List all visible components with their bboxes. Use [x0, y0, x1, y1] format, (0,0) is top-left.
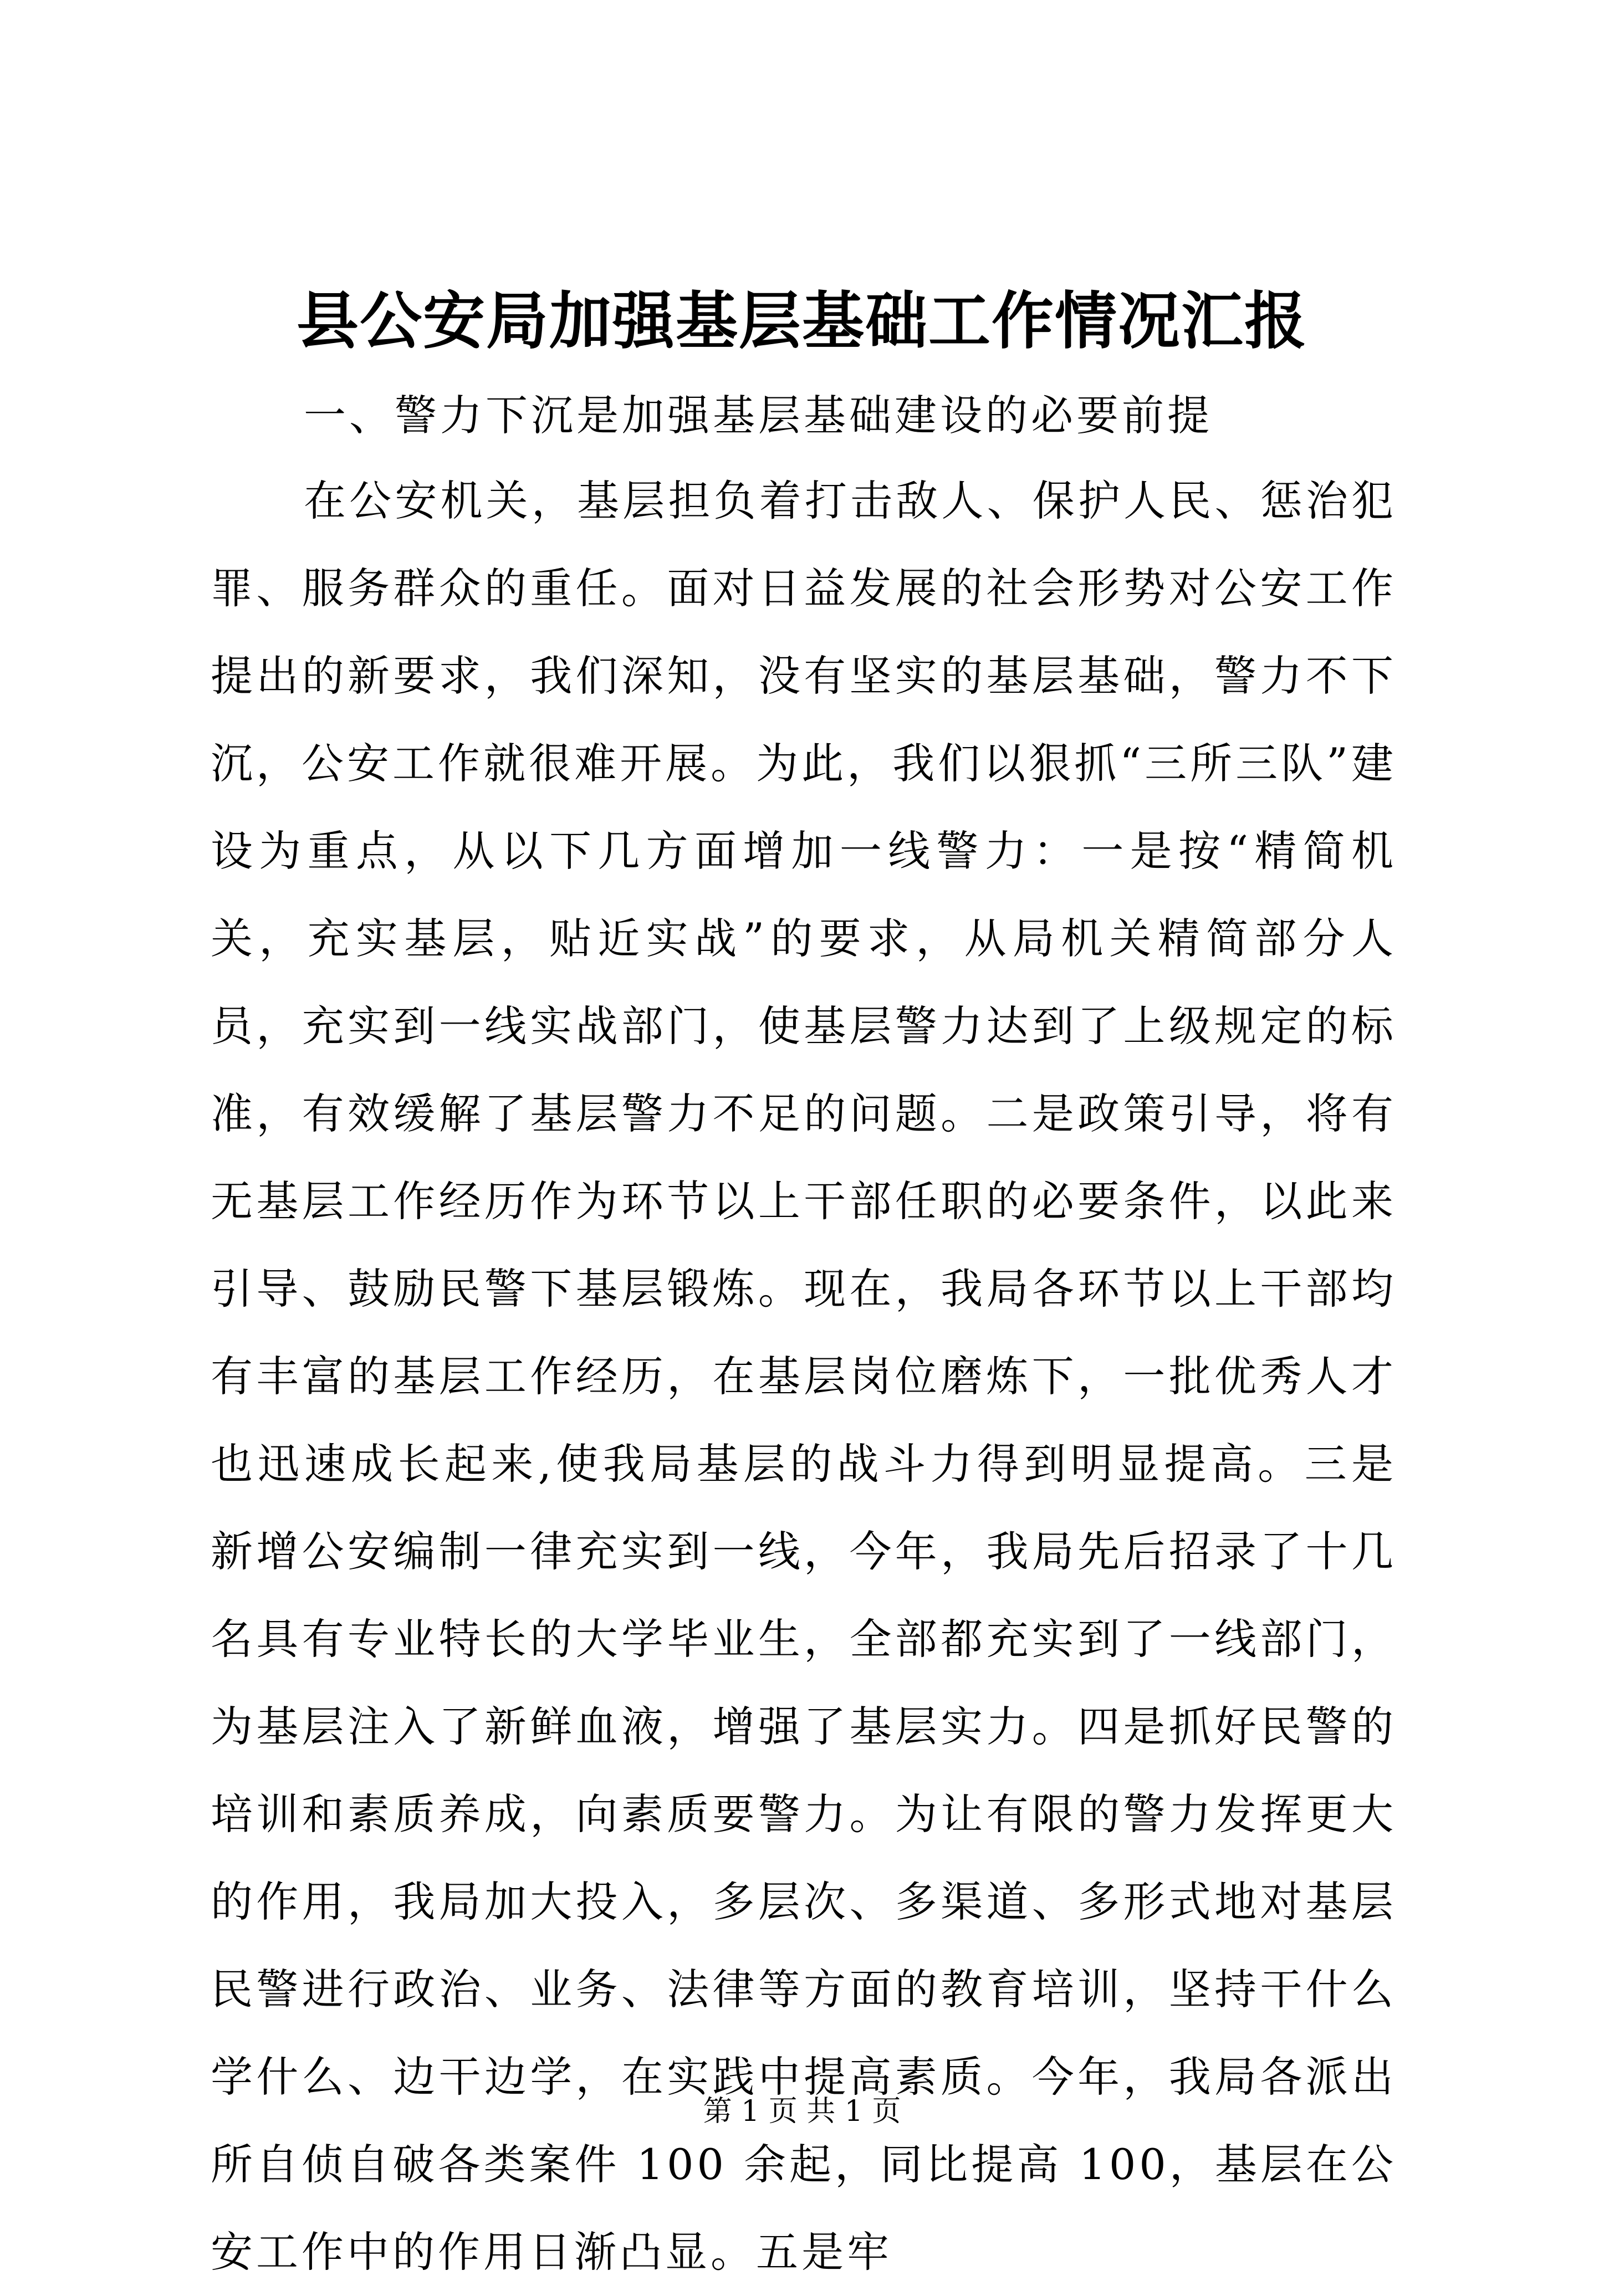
body-paragraph: 在公安机关，基层担负着打击敌人、保护人民、惩治犯罪、服务群众的重任。面对日益发展的社会形势对公安工作提出的新要求，我们深知，没有坚实的基层基础，警力不下沉，公安工作就很难开展。为此，我们以狠抓“三所三队”建设为重点，从以下几方面增加一线警力：一是按“精简机关，充实基层，贴近实战”的要求，从局机关精简部分人员，充实到一线实战部门，使基层警力达到了上级规定的标准，有效缓解了基层警力不足的问题。二是政策引导，将有无基层工作经历作为环节以上干部任职的必要条件，以此来引导、鼓励民警下基层锻炼。现在，我局各环节以上干部均有丰富的基层工作经历，在基层岗位磨炼下，一批优秀人才也迅速成长起来,使我局基层的战斗力得到明显提高。三是新增公安编制一律充实到一线，今年，我局先后招录了十几名具有专业特长的大学毕业生，全部都充实到了一线部门，为基层注入了新鲜血液，增强了基层实力。四是抓好民警的培训和素质养成，向素质要警力。为让有限的警力发挥更大的作用，我局加大投入，多层次、多渠道、多形式地对基层民警进行政治、业务、法律等方面的教育培训，坚持干什么学什么、边干边学，在实践中提高素质。今年，我局各派出所自侦自破各类案件 100 余起，同比提高 100，基层在公安工作中的作用日渐凸显。五是牢	[211, 476, 1397, 2277]
document-title: 县公安局加强基层基础工作情况汇报	[297, 285, 1307, 357]
section-heading: 一、警力下沉是加强基层基础建设的必要前提	[304, 391, 1213, 440]
page-footer: 第 1 页 共 1 页	[703, 2095, 901, 2128]
